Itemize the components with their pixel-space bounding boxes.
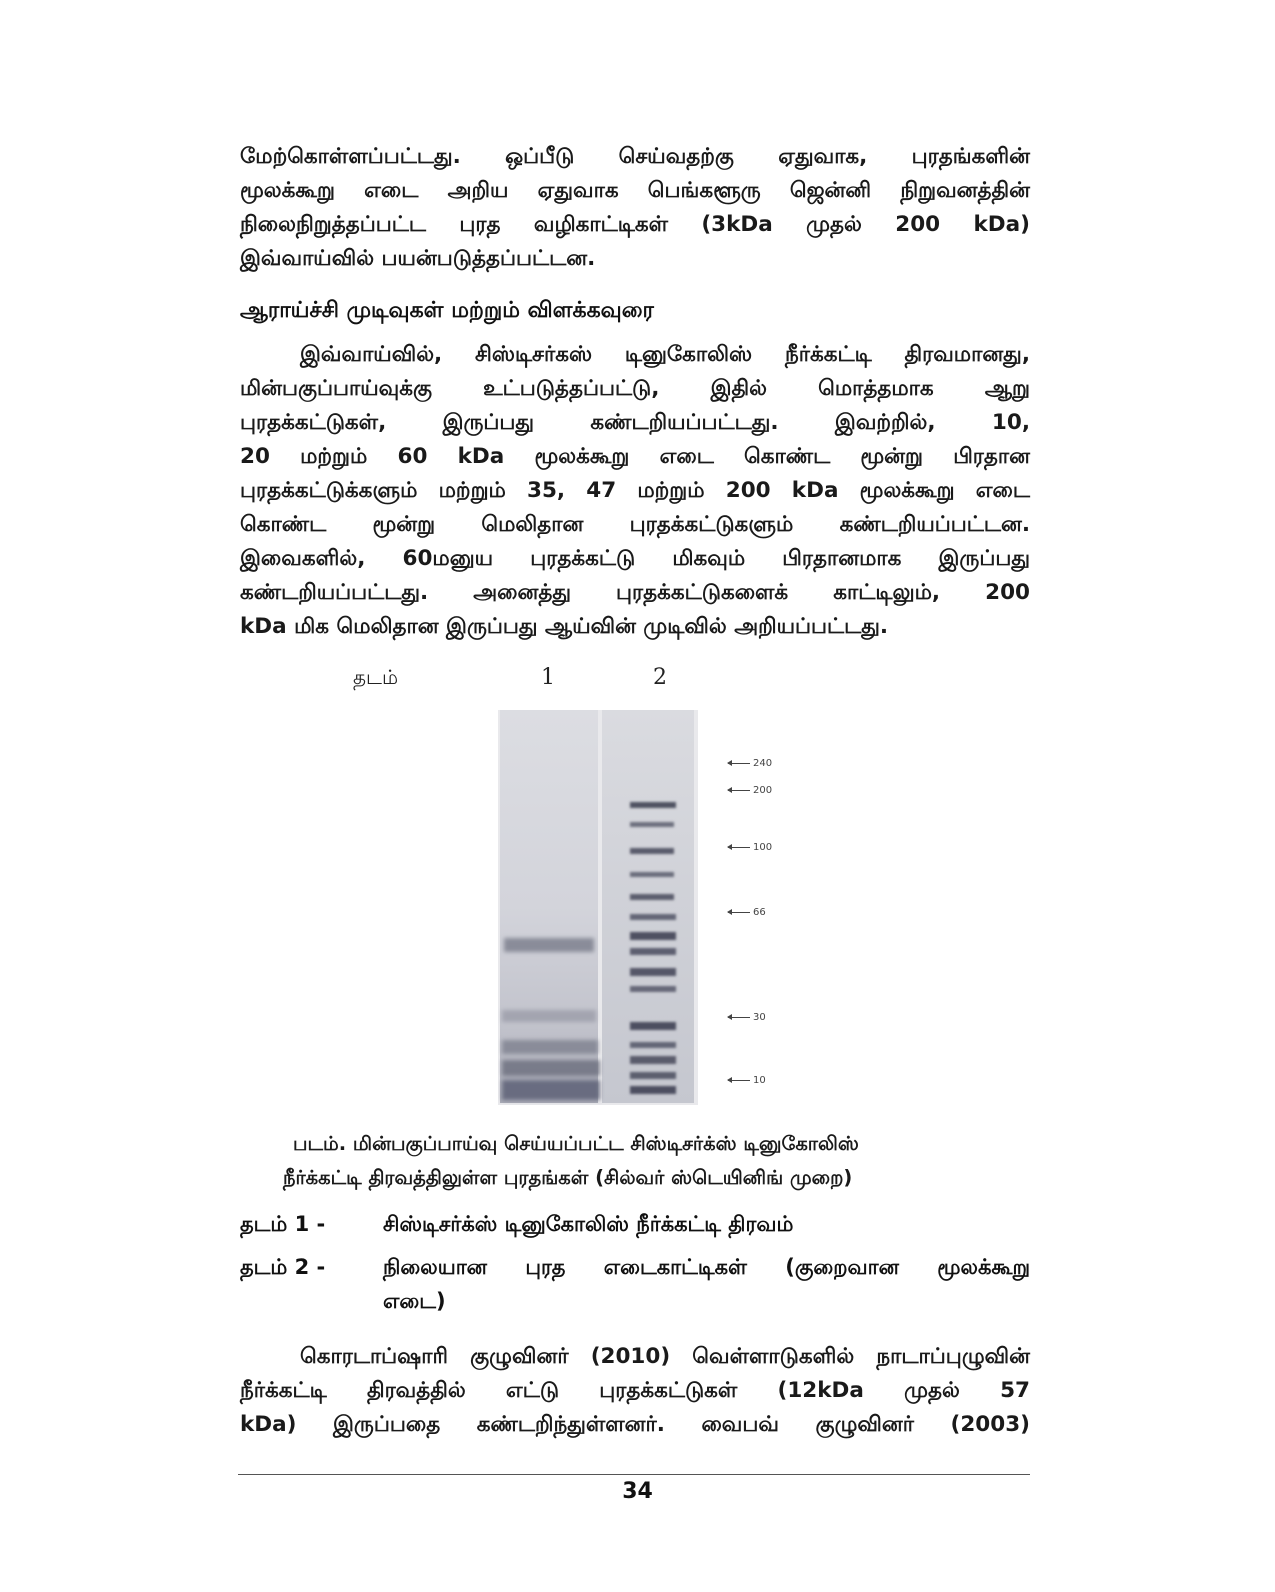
- band: [630, 822, 674, 827]
- band: [630, 932, 676, 940]
- marker-10: [728, 1075, 766, 1086]
- band: [630, 1022, 676, 1030]
- text-line: இவைகளில், 60மனுய புரதக்கட்டு மிகவும் பிரதானமாக இருப்பது: [240, 546, 1030, 571]
- band: [630, 948, 676, 955]
- band: [502, 1080, 600, 1100]
- arrow-icon: [728, 790, 750, 791]
- band: [630, 1086, 676, 1094]
- text-line: மின்பகுப்பாய்வுக்கு உட்படுத்தப்பட்டு, இதில் மொத்தமாக ஆறு: [240, 376, 1030, 401]
- text-line: இவ்வாய்வில், சிஸ்டிசர்கஸ் டினுகோலிஸ் நீர்க்கட்டி திரவமானது,: [300, 342, 1030, 367]
- marker-label: 100: [753, 842, 773, 853]
- text-line: கொரடாப்ஷாரி குழுவினர் (2010) வெள்ளாடுகளில் நாடாப்புழுவின்: [300, 1344, 1030, 1369]
- band: [630, 1072, 676, 1079]
- gel-svg: [498, 710, 698, 1105]
- lane-2-value-line-1: நிலையான புரத எடைகாட்டிகள் (குறைவான மூலக்கூறு: [383, 1255, 1030, 1279]
- band: [504, 938, 594, 952]
- lane-2-description: [240, 1250, 1030, 1318]
- intro-paragraph: [240, 140, 1030, 276]
- text-line: புரதக்கட்டுக்களும் மற்றும் 35, 47 மற்றும் 200 kDa மூலக்கூறு எடை: [240, 478, 1030, 503]
- gel-image: [498, 710, 698, 1105]
- text-line: மூலக்கூறு எடை அறிய ஏதுவாக பெங்களூரு ஜென்னி நிறுவனத்தின்: [240, 178, 1030, 203]
- band: [630, 848, 674, 854]
- marker-label: 66: [753, 907, 766, 918]
- lane-1-value: சிஸ்டிசர்க்ஸ் டினுகோலிஸ் நீர்க்கட்டி திரவம்: [383, 1212, 794, 1236]
- text-line: kDa மிக மெலிதான இருப்பது ஆய்வின் முடிவில் அறியப்பட்டது.: [240, 614, 889, 639]
- arrow-icon: [728, 912, 750, 913]
- literature-paragraph: [240, 1340, 1030, 1442]
- band: [630, 802, 676, 808]
- arrow-icon: [728, 847, 750, 848]
- band: [630, 1056, 676, 1064]
- figure-caption-line-1: படம். மின்பகுப்பாய்வு செய்யப்பட்ட சிஸ்டிசர்க்ஸ் டினுகோலிஸ்: [293, 1132, 859, 1155]
- band: [630, 1042, 676, 1048]
- page-number: 34: [622, 1479, 653, 1504]
- text-line: kDa) இருப்பதை கண்டறிந்துள்ளனர். வைபவ் குழுவினர் (2003): [240, 1412, 1030, 1437]
- marker-200: [728, 785, 772, 796]
- band: [502, 1040, 598, 1054]
- band: [630, 968, 676, 976]
- lane-2-label: 2: [653, 665, 667, 690]
- text-line: மேற்கொள்ளப்பட்டது. ஒப்பீடு செய்வதற்கு ஏதுவாக, புரதங்களின்: [240, 144, 1030, 169]
- marker-30: [728, 1012, 766, 1023]
- text-line: இவ்வாய்வில் பயன்படுத்தப்பட்டன.: [240, 246, 596, 271]
- marker-label: 200: [753, 785, 773, 796]
- marker-label: 30: [753, 1012, 766, 1023]
- band: [502, 1010, 596, 1022]
- lane-word: தடம்: [353, 665, 399, 689]
- band: [630, 894, 674, 900]
- marker-240: [728, 758, 772, 769]
- text-line: 20 மற்றும் 60 kDa மூலக்கூறு எடை கொண்ட மூன்று பிரதான: [240, 444, 1030, 469]
- band: [502, 1060, 600, 1076]
- lane-1-key: தடம் 1 -: [240, 1212, 326, 1236]
- marker-100: [728, 842, 772, 853]
- section-heading: ஆராய்ச்சி முடிவுகள் மற்றும் விளக்கவுரை: [240, 298, 654, 323]
- marker-66: [728, 907, 766, 918]
- text-line: புரதக்கட்டுகள், இருப்பது கண்டறியப்பட்டது. இவற்றில், 10,: [240, 410, 1030, 435]
- band: [630, 986, 676, 992]
- lane-2-key: தடம் 2 -: [240, 1255, 326, 1279]
- figure-caption-line-2: நீர்க்கட்டி திரவத்திலுள்ள புரதங்கள் (சில்வர் ஸ்டெயினிங் முறை): [283, 1166, 853, 1189]
- band: [630, 872, 674, 877]
- arrow-icon: [728, 1017, 750, 1018]
- marker-label: 10: [753, 1075, 766, 1086]
- arrow-icon: [728, 1080, 750, 1081]
- text-line: கொண்ட மூன்று மெலிதான புரதக்கட்டுகளும் கண்டறியப்பட்டன.: [240, 512, 1030, 537]
- text-line: நிலைநிறுத்தப்பட்ட புரத வழிகாட்டிகள் (3kDa முதல் 200 kDa): [240, 212, 1030, 237]
- results-paragraph: [240, 338, 1030, 644]
- lane-1-label: 1: [541, 665, 555, 690]
- lane-2-value-line-2: எடை): [383, 1289, 446, 1313]
- lane-1-description: [240, 1207, 1030, 1241]
- text-line: கண்டறியப்பட்டது. அனைத்து புரதக்கட்டுகளைக் காட்டிலும், 200: [240, 580, 1030, 605]
- text-line: நீர்க்கட்டி திரவத்தில் எட்டு புரதக்கட்டுகள் (12kDa முதல் 57: [240, 1378, 1030, 1403]
- marker-label: 240: [753, 758, 773, 769]
- arrow-icon: [728, 763, 750, 764]
- band: [630, 914, 676, 920]
- footer-rule: [238, 1474, 1030, 1475]
